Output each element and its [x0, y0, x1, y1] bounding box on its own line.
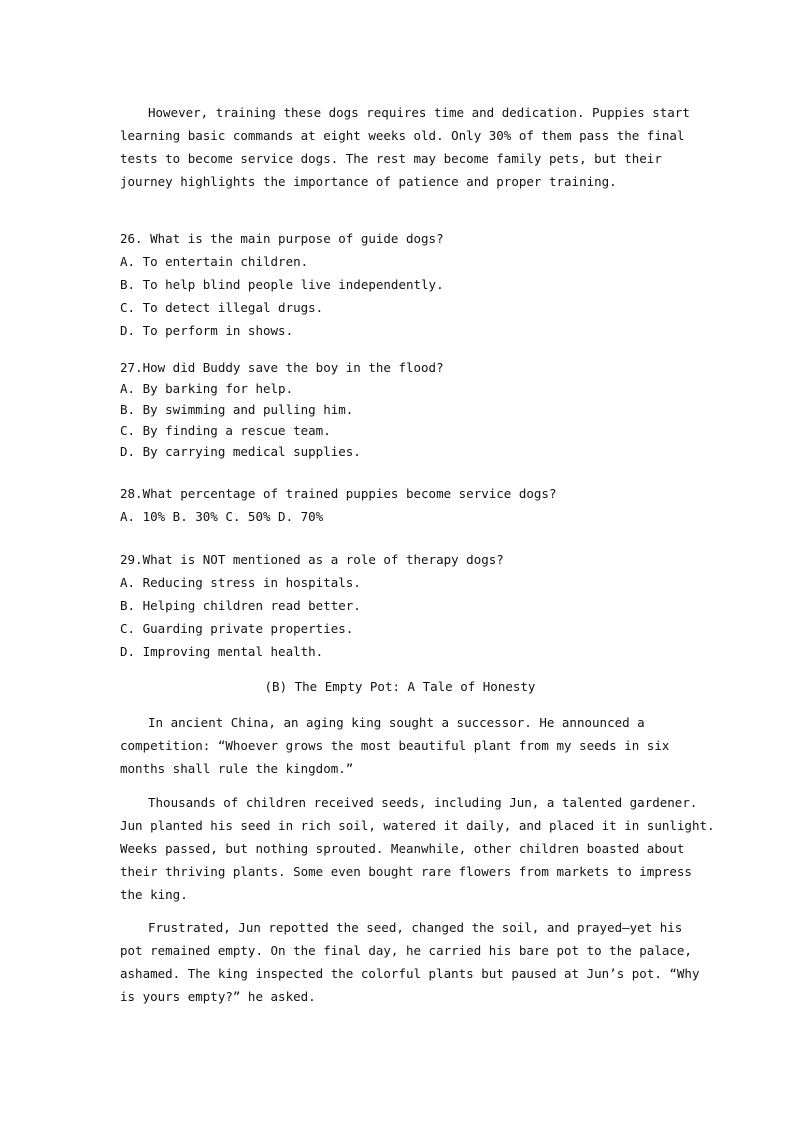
paragraph-line: learning basic commands at eight weeks old. Only 30% of them pass the final [120, 128, 685, 143]
option-b: B. To help blind people live independently. [120, 277, 444, 292]
option-a: A. To entertain children. [120, 254, 309, 269]
paragraph-line: is yours empty?” he asked. [120, 989, 316, 1004]
option-d: D. By carrying medical supplies. [120, 444, 361, 459]
option-c: C. By finding a rescue team. [120, 423, 331, 438]
option-d: D. Improving mental health. [120, 644, 324, 659]
paragraph-line: Frustrated, Jun repotted the seed, changed the soil, and prayed—yet his [148, 920, 683, 935]
option-a: A. Reducing stress in hospitals. [120, 575, 361, 590]
paragraph-line: their thriving plants. Some even bought rare flowers from markets to impress [120, 864, 692, 879]
paragraph-line: Weeks passed, but nothing sprouted. Meanwhile, other children boasted about [120, 841, 685, 856]
question-stem: 27.How did Buddy save the boy in the flood? [120, 360, 444, 375]
passage-b-paragraph-1 [120, 711, 680, 780]
option-a: A. By barking for help. [120, 381, 294, 396]
question-stem: 26. What is the main purpose of guide dogs? [120, 231, 444, 246]
paragraph-line: Thousands of children received seeds, including Jun, a talented gardener. [148, 795, 698, 810]
paragraph-line: journey highlights the importance of patience and proper training. [120, 174, 617, 189]
paragraph-line: months shall rule the kingdom.” [120, 761, 354, 776]
question-stem: 29.What is NOT mentioned as a role of therapy dogs? [120, 552, 504, 567]
passage-a-paragraph [120, 101, 690, 193]
paragraph-line: the king. [120, 887, 188, 902]
question-27 [120, 357, 680, 462]
paragraph-line: In ancient China, an aging king sought a successor. He announced a [148, 715, 645, 730]
paragraph-line: Jun planted his seed in rich soil, watered it daily, and placed it in sunlight. [120, 818, 715, 833]
passage-b-title: (B) The Empty Pot: A Tale of Honesty [264, 679, 536, 694]
question-stem: 28.What percentage of trained puppies become service dogs? [120, 486, 557, 501]
paragraph-line: pot remained empty. On the final day, he carried his bare pot to the palace, [120, 943, 692, 958]
question-26 [120, 227, 680, 342]
paragraph-line: competition: “Whoever grows the most beautiful plant from my seeds in six [120, 738, 670, 753]
paragraph-line: ashamed. The king inspected the colorful plants but paused at Jun’s pot. “Why [120, 966, 700, 981]
paragraph-line: tests to become service dogs. The rest may become family pets, but their [120, 151, 662, 166]
options-inline: A. 10% B. 30% C. 50% D. 70% [120, 509, 324, 524]
passage-b-paragraph-3 [120, 916, 700, 1008]
option-d: D. To perform in shows. [120, 323, 294, 338]
passage-b-paragraph-2 [120, 791, 715, 906]
question-29 [120, 548, 680, 663]
option-c: C. To detect illegal drugs. [120, 300, 324, 315]
option-c: C. Guarding private properties. [120, 621, 354, 636]
paragraph-line: However, training these dogs requires time and dedication. Puppies start [148, 105, 690, 120]
option-b: B. By swimming and pulling him. [120, 402, 354, 417]
question-28 [120, 482, 680, 528]
option-b: B. Helping children read better. [120, 598, 361, 613]
